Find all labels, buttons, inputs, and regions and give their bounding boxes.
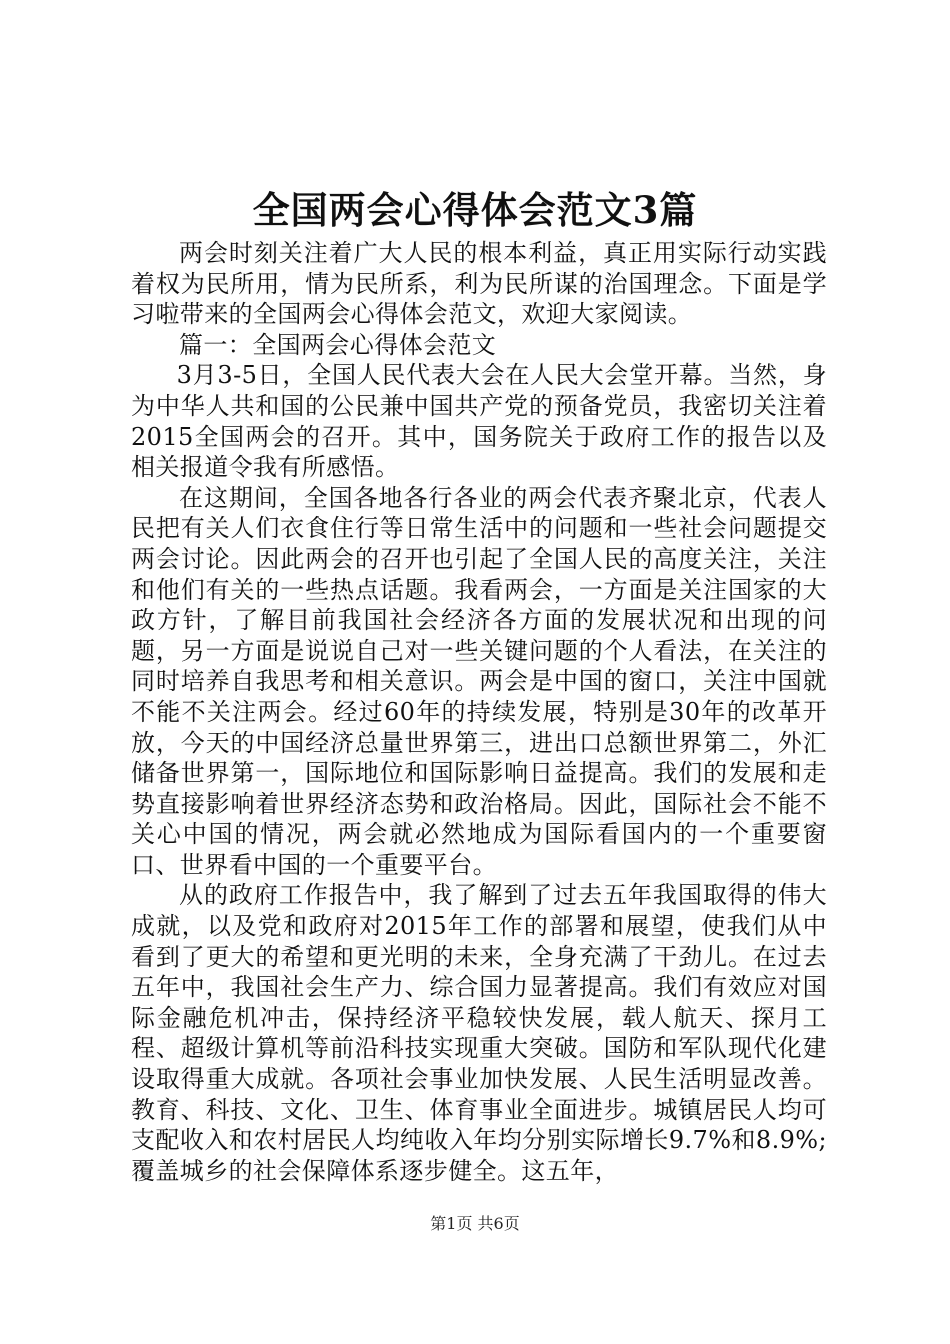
document-body — [131, 238, 827, 1186]
document-title: 全国两会心得体会范文3篇 — [252, 188, 698, 232]
page-number-footer: 第1页 共6页 — [430, 1214, 520, 1233]
body-paragraph: 3月3-5日，全国人民代表大会在人民大会堂开幕。当然，身为中华人共和国的公民兼中国共产党的预备党员，我密切关注着2015全国两会的召开。其中，国务院关于政府工作的报告以及相关报道令我有所感悟。 — [131, 361, 827, 482]
body-paragraph: 从的政府工作报告中，我了解到了过去五年我国取得的伟大成就，以及党和政府对2015年工作的部署和展望，使我们从中看到了更大的希望和更光明的未来，全身充满了干劲儿。在过去五年中，我国社会生产力、综合国力显著提高。我们有效应对国际金融危机冲击，保持经济平稳较快发展，载人航天、探月工程、超级计算机等前沿科技实现重大突破。国防和军队现代化建设取得重大成就。各项社会事业加快发展、人民生活明显改善。教育、科技、文化、卫生、体育事业全面进步。城镇居民人均可支配收入和农村居民人均纯收入年均分别实际增长9.7%和8.9%;覆盖城乡的社会保障体系逐步健全。这五年， — [131, 881, 827, 1185]
intro-paragraph: 两会时刻关注着广大人民的根本利益，真正用实际行动实践着权为民所用，情为民所系，利为民所谋的治国理念。下面是学习啦带来的全国两会心得体会范文，欢迎大家阅读。 — [131, 239, 827, 329]
section-heading: 篇一：全国两会心得体会范文 — [179, 330, 497, 359]
body-paragraph: 在这期间，全国各地各行各业的两会代表齐聚北京，代表人民把有关人们衣食住行等日常生活中的问题和一些社会问题提交两会讨论。因此两会的召开也引起了全国人民的高度关注，关注和他们有关的一些热点话题。我看两会，一方面是关注国家的大政方针，了解目前我国社会经济各方面的发展状况和出现的问题，另一方面是说说自己对一些关键问题的个人看法，在关注的同时培养自我思考和相关意识。两会是中国的窗口，关注中国就不能不关注两会。经过60年的持续发展，特别是30年的改革开放，今天的中国经济总量世界第三，进出口总额世界第二，外汇储备世界第一，国际地位和国际影响日益提高。我们的发展和走势直接影响着世界经济态势和政治格局。因此，国际社会不能不关心中国的情况，两会就必然地成为国际看国内的一个重要窗口、世界看中国的一个重要平台。 — [131, 483, 827, 879]
